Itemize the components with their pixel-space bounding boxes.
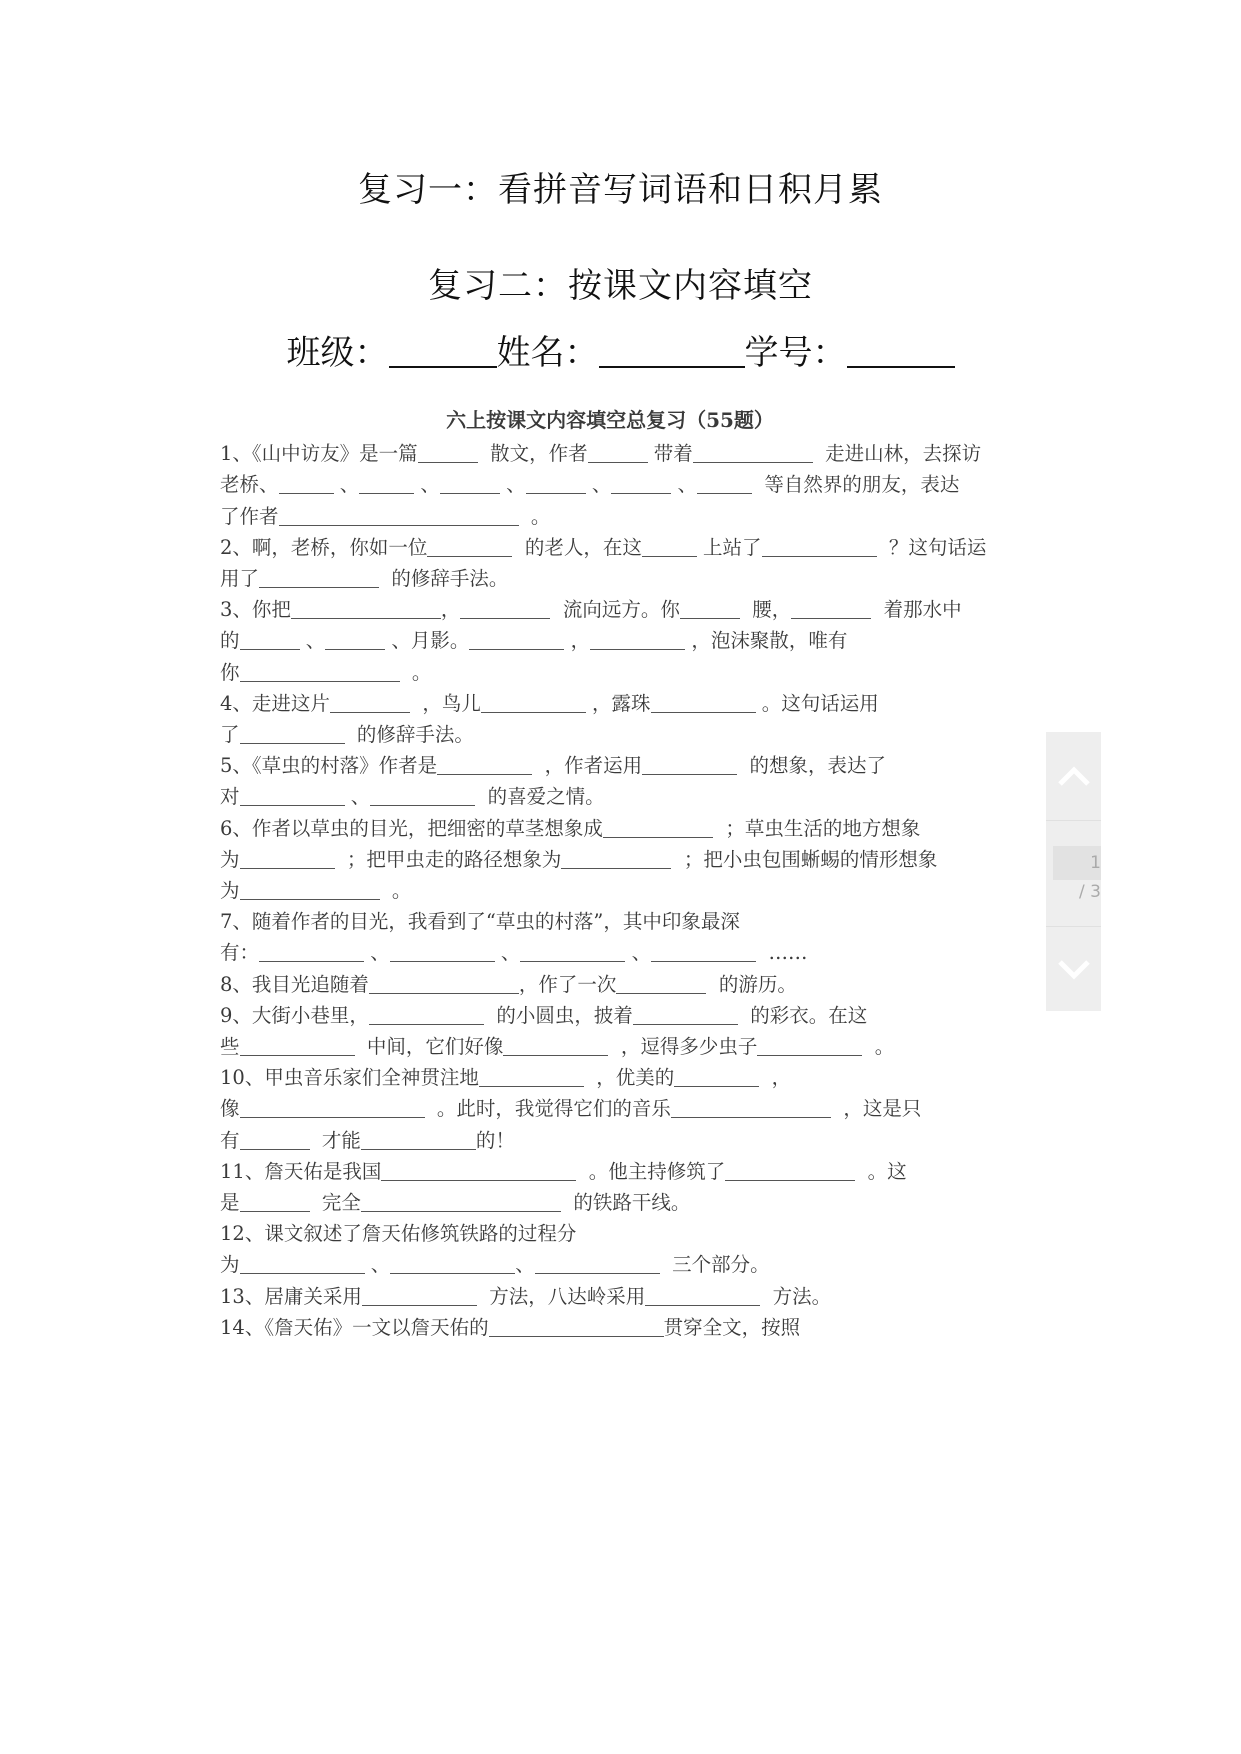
- question-line: [220, 844, 1040, 875]
- heading-review-one: 复习一：看拼音写词语和日积月累: [358, 170, 883, 210]
- question-text: 流向远方。你: [550, 598, 680, 622]
- question-text: 5、《草虫的村落》作者是: [220, 754, 438, 778]
- question-line: [220, 1281, 1040, 1312]
- question-text: 的喜爱之情。: [475, 785, 605, 809]
- answer-blank[interactable]: [693, 442, 813, 463]
- worksheet-questions: [220, 438, 1040, 1343]
- question-text: 、: [344, 785, 371, 809]
- answer-blank[interactable]: [460, 598, 550, 619]
- answer-blank[interactable]: [240, 629, 300, 650]
- answer-blank[interactable]: [590, 629, 685, 650]
- question-text: ，优美的: [583, 1066, 675, 1090]
- question-text: 完全: [309, 1191, 361, 1215]
- question-text: 。这句话运用: [755, 691, 879, 715]
- question-text: 是: [220, 1191, 240, 1215]
- question-line: [220, 750, 1040, 781]
- question-text: 着那水中: [871, 598, 962, 622]
- answer-blank[interactable]: [259, 941, 364, 962]
- question-text: 6、作者以草虫的目光，把细密的草茎想象成: [220, 816, 603, 840]
- question-text: ，: [440, 598, 461, 622]
- answer-blank[interactable]: [359, 473, 414, 494]
- answer-blank[interactable]: [370, 785, 475, 806]
- question-text: 了: [220, 723, 240, 747]
- question-line: [220, 1187, 1040, 1218]
- answer-blank[interactable]: [390, 941, 495, 962]
- question-text: 带着: [647, 442, 693, 466]
- answer-blank[interactable]: [526, 473, 586, 494]
- question-text: 的: [220, 629, 240, 653]
- question-text: 些: [220, 1035, 240, 1059]
- question-text: 、: [625, 941, 652, 965]
- question-text: 方法。: [760, 1284, 832, 1308]
- question-text: ，露珠: [585, 691, 651, 715]
- answer-blank[interactable]: [240, 879, 380, 900]
- question-line: [220, 906, 1040, 937]
- question-text: 才能: [309, 1128, 361, 1152]
- question-text: 。这: [855, 1159, 907, 1183]
- answer-blank[interactable]: [616, 973, 706, 994]
- question-line: [220, 657, 1040, 688]
- question-text: 用了: [220, 567, 260, 591]
- question-text: ，逗得多少虫子: [608, 1035, 758, 1059]
- answer-blank[interactable]: [642, 536, 697, 557]
- question-line: [220, 1312, 1040, 1343]
- total-pages: / 3: [1079, 882, 1101, 902]
- class-label: 班级：: [286, 333, 389, 373]
- answer-blank[interactable]: [240, 1035, 355, 1056]
- answer-blank[interactable]: [381, 1160, 576, 1181]
- answer-blank[interactable]: [330, 692, 410, 713]
- answer-blank[interactable]: [369, 1004, 484, 1025]
- name-blank[interactable]: [599, 336, 745, 368]
- question-line: [220, 532, 1040, 563]
- answer-blank[interactable]: [645, 1285, 760, 1306]
- worksheet-title: 六上按课文内容填空总复习（55题）: [446, 408, 774, 432]
- question-text: 的彩衣。在这: [737, 1003, 868, 1027]
- question-text: ，作者运用: [532, 754, 643, 778]
- answer-blank[interactable]: [671, 1097, 831, 1118]
- question-text: ，: [759, 1066, 792, 1090]
- question-text: 的修辞手法。: [379, 567, 509, 591]
- question-text: 。他主持修筑了: [576, 1159, 726, 1183]
- answer-blank[interactable]: [762, 536, 877, 557]
- question-text: 为: [220, 1253, 240, 1277]
- answer-blank[interactable]: [361, 1191, 561, 1212]
- question-text: ，: [564, 629, 591, 653]
- question-text: 有：: [220, 941, 260, 965]
- question-text: 。: [518, 504, 551, 528]
- answer-blank[interactable]: [418, 442, 478, 463]
- question-line: [220, 1093, 1040, 1124]
- question-line: [220, 1031, 1040, 1062]
- question-text: 的铁路干线。: [560, 1191, 691, 1215]
- question-text: 、: [671, 473, 698, 497]
- question-text: 、: [299, 629, 326, 653]
- question-text: 13、居庸关采用: [220, 1284, 362, 1308]
- question-text: 、: [364, 1253, 391, 1277]
- question-text: 4、走进这片: [220, 691, 330, 715]
- question-text: 为: [220, 847, 240, 871]
- question-line: [220, 594, 1040, 625]
- question-line: [220, 1125, 1040, 1156]
- answer-blank[interactable]: [240, 785, 345, 806]
- question-text: 三个部分。: [659, 1253, 770, 1277]
- answer-blank[interactable]: [535, 1253, 660, 1274]
- question-text: 2、啊，老桥，你如一位: [220, 535, 428, 559]
- question-text: 3、你把: [220, 598, 291, 622]
- question-line: [220, 563, 1040, 594]
- answer-blank[interactable]: [651, 692, 756, 713]
- answer-blank[interactable]: [240, 661, 400, 682]
- question-text: 的游历。: [706, 972, 797, 996]
- answer-blank[interactable]: [725, 1160, 855, 1181]
- answer-blank[interactable]: [362, 1285, 477, 1306]
- answer-blank[interactable]: [369, 973, 519, 994]
- question-text: 等自然界的朋友，表达: [752, 473, 960, 497]
- answer-blank[interactable]: [427, 536, 512, 557]
- question-text: 、: [585, 473, 612, 497]
- question-line: [220, 1218, 1040, 1249]
- answer-blank[interactable]: [240, 1129, 310, 1150]
- chevron-down-icon: [1057, 959, 1091, 981]
- question-text: 9、大街小巷里，: [220, 1003, 369, 1027]
- answer-blank[interactable]: [291, 598, 441, 619]
- answer-blank[interactable]: [651, 941, 756, 962]
- number-label: 学号：: [744, 333, 847, 373]
- answer-blank[interactable]: [642, 754, 737, 775]
- question-line: [220, 438, 1040, 469]
- answer-blank[interactable]: [361, 1129, 476, 1150]
- question-text: 的老人，在这: [512, 535, 642, 559]
- question-text: ；把小虫包围蜥蜴的情形想象: [671, 847, 938, 871]
- question-text: 11、詹天佑是我国: [220, 1159, 382, 1183]
- page-number-input[interactable]: 1: [1053, 846, 1101, 880]
- question-text: 7、随着作者的目光，我看到了“草虫的村落”，其中印象最深: [220, 910, 740, 934]
- question-text: 方法，八达岭采用: [476, 1284, 646, 1308]
- question-text: 12、课文叙述了詹天佑修筑铁路的过程分: [220, 1222, 577, 1246]
- question-text: 走进山林，去探访: [812, 442, 982, 466]
- question-text: ，这是只: [830, 1097, 922, 1121]
- question-line: [220, 688, 1040, 719]
- question-line: [220, 1000, 1040, 1031]
- question-line: [220, 1156, 1040, 1187]
- question-text: ，作了一次: [518, 972, 617, 996]
- question-line: [220, 969, 1040, 1000]
- question-text: ；把甲虫走的路径想象为: [334, 847, 562, 871]
- answer-blank[interactable]: [791, 598, 871, 619]
- question-text: 贯穿全文，按照: [663, 1315, 801, 1339]
- question-line: [220, 813, 1040, 844]
- answer-blank[interactable]: [279, 473, 334, 494]
- question-text: 中间，它们好像: [354, 1035, 504, 1059]
- answer-blank[interactable]: [757, 1035, 862, 1056]
- page-up-button[interactable]: [1046, 732, 1101, 821]
- answer-blank[interactable]: [680, 598, 740, 619]
- question-text: 散文，作者: [477, 442, 588, 466]
- question-text: 老桥、: [220, 473, 279, 497]
- question-text: 8、我目光追随着: [220, 972, 369, 996]
- answer-blank[interactable]: [240, 723, 345, 744]
- student-info-line: [0, 325, 1241, 374]
- answer-blank[interactable]: [481, 692, 586, 713]
- question-line: [220, 937, 1040, 968]
- answer-blank[interactable]: [437, 754, 532, 775]
- answer-blank[interactable]: [520, 941, 625, 962]
- answer-blank[interactable]: [561, 848, 671, 869]
- question-line: [220, 875, 1040, 906]
- question-text: 、: [333, 473, 360, 497]
- question-text: 、: [499, 473, 526, 497]
- name-label: 姓名：: [496, 333, 599, 373]
- question-text: 。: [399, 660, 432, 684]
- answer-blank[interactable]: [674, 1066, 759, 1087]
- answer-blank[interactable]: [390, 1253, 515, 1274]
- answer-blank[interactable]: [240, 848, 335, 869]
- question-text: ？这句话运: [876, 535, 987, 559]
- question-text: ……: [756, 941, 808, 965]
- question-line: [220, 469, 1040, 500]
- question-text: 、: [414, 473, 440, 497]
- question-text: 。: [379, 879, 412, 903]
- question-text: 像: [220, 1097, 240, 1121]
- question-text: 你: [220, 660, 240, 684]
- answer-blank[interactable]: [633, 1004, 738, 1025]
- question-line: [220, 501, 1040, 532]
- number-blank[interactable]: [847, 336, 955, 368]
- question-text: 、: [494, 941, 521, 965]
- answer-blank[interactable]: [603, 817, 713, 838]
- answer-blank[interactable]: [240, 1191, 310, 1212]
- question-line: [220, 781, 1040, 812]
- answer-blank[interactable]: [240, 1253, 365, 1274]
- question-text: 、: [364, 941, 390, 965]
- question-text: 10、甲虫音乐家们全神贯注地: [220, 1066, 479, 1090]
- heading-review-two: 复习二：按课文内容填空: [428, 266, 813, 306]
- question-text: 的！: [475, 1128, 515, 1152]
- answer-blank[interactable]: [489, 1316, 664, 1337]
- page-navigator: [1046, 732, 1101, 1011]
- answer-blank[interactable]: [440, 473, 500, 494]
- class-blank[interactable]: [389, 336, 497, 368]
- question-text: ，鸟儿: [409, 691, 481, 715]
- answer-blank[interactable]: [588, 442, 648, 463]
- answer-blank[interactable]: [479, 1066, 584, 1087]
- question-text: 。此时，我觉得它们的音乐: [424, 1097, 671, 1121]
- question-text: 为: [220, 879, 240, 903]
- question-text: 有: [220, 1128, 240, 1152]
- question-text: ，泡沫聚散，唯有: [685, 629, 848, 653]
- answer-blank[interactable]: [279, 505, 519, 526]
- answer-blank[interactable]: [240, 1097, 425, 1118]
- question-text: 。: [862, 1035, 895, 1059]
- question-line: [220, 719, 1040, 750]
- page-down-button[interactable]: [1046, 926, 1101, 1012]
- question-text: 腰，: [739, 598, 792, 622]
- chevron-up-icon: [1057, 765, 1091, 787]
- scanned-worksheet: [220, 405, 1040, 1343]
- question-text: 1、《山中访友》是一篇: [220, 442, 418, 466]
- question-line: [220, 1062, 1040, 1093]
- answer-blank[interactable]: [469, 629, 564, 650]
- question-text: 的小圆虫，披着: [483, 1003, 633, 1027]
- question-text: 对: [220, 785, 240, 809]
- question-text: 的想象，表达了: [737, 754, 886, 778]
- question-line: [220, 625, 1040, 656]
- question-line: [220, 1249, 1040, 1280]
- answer-blank[interactable]: [503, 1035, 608, 1056]
- question-text: 上站了: [696, 535, 762, 559]
- question-text: ；草虫生活的地方想象: [712, 816, 921, 840]
- answer-blank[interactable]: [697, 473, 752, 494]
- answer-blank[interactable]: [259, 567, 379, 588]
- question-text: 的修辞手法。: [344, 723, 474, 747]
- question-text: 14、《詹天佑》一文以詹天佑的: [220, 1315, 489, 1339]
- answer-blank[interactable]: [611, 473, 671, 494]
- question-text: 了作者: [220, 504, 279, 528]
- question-text: 、: [515, 1253, 535, 1277]
- answer-blank[interactable]: [325, 629, 385, 650]
- question-text: 、月影。: [385, 629, 470, 653]
